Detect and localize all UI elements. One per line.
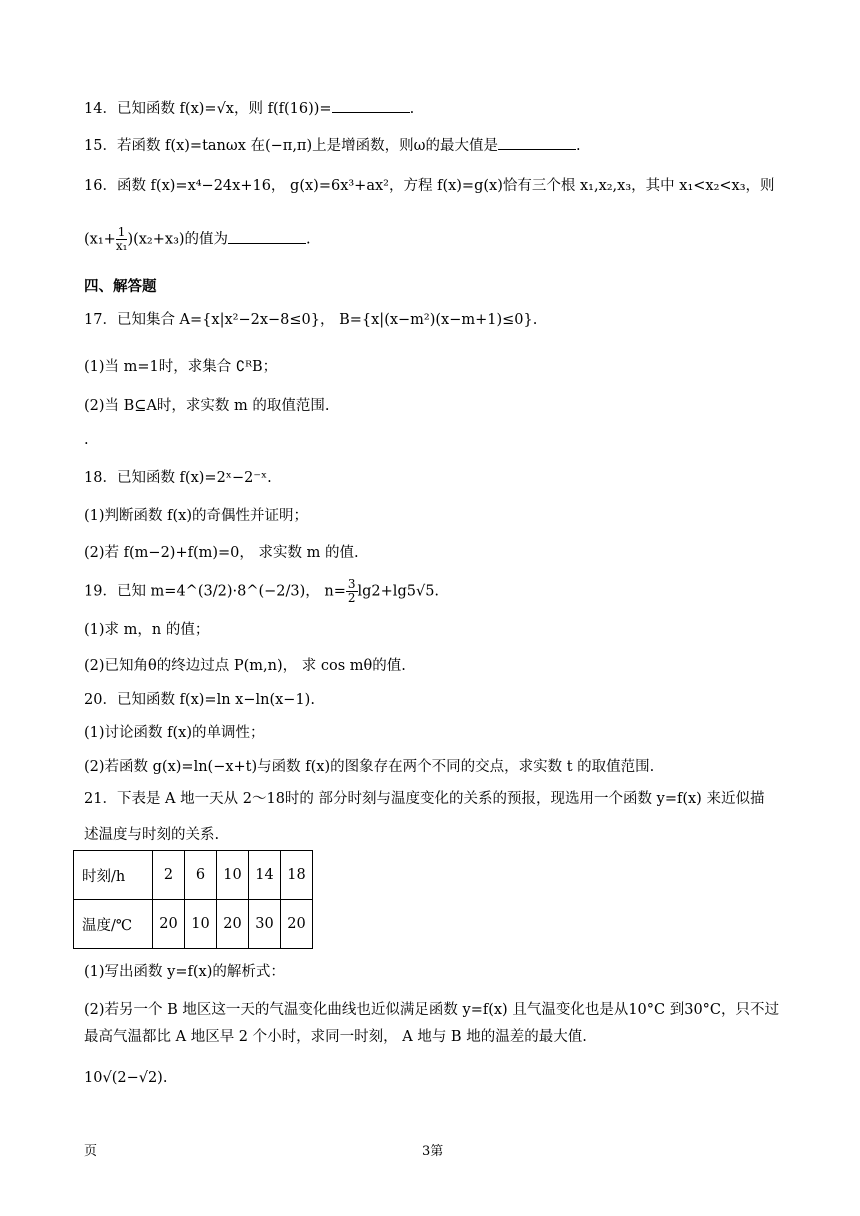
table-cell: 10 xyxy=(217,851,249,900)
question-19-part1: (1)求 m，n 的值； xyxy=(84,622,210,638)
q15-blank xyxy=(498,135,576,150)
question-18: 18．已知函数 f(x)=2ˣ−2⁻ˣ. xyxy=(84,470,272,486)
footer-page-number: 3第 xyxy=(422,1144,444,1159)
question-21-part2: (2)若另一个 B 地区这一天的气温变化曲线也近似满足函数 y=f(x) 且气温变化也是从10°C 到30°C，只不过 xyxy=(84,1002,780,1018)
question-21-part2-cont: 最高气温都比 A 地区早 2 个小时，求同一时刻， A 地与 B 地的温差的最大值. xyxy=(84,1029,587,1045)
footer-left: 页 xyxy=(84,1144,98,1159)
table-cell: 20 xyxy=(281,900,313,949)
question-18-part2: (2)若 f(m−2)+f(m)=0， 求实数 m 的值. xyxy=(84,545,359,561)
table-header-time: 时刻/h xyxy=(74,851,153,900)
table-cell: 18 xyxy=(281,851,313,900)
table-cell: 20 xyxy=(217,900,249,949)
table-cell: 10 xyxy=(185,900,217,949)
question-16-expression: (x₁+ $\frac{1}{\text{x₁}}$ )(x₂+x₃)的值为 . xyxy=(84,225,311,253)
table-header-temperature: 温度/℃ xyxy=(74,900,153,949)
question-15: 15．若函数 f(x)=tanωx 在(−π,π)上是增函数，则ω的最大值是 . xyxy=(84,135,581,156)
q14-blank xyxy=(332,98,410,113)
question-21-part1: (1)写出函数 y=f(x)的解析式： xyxy=(84,964,285,980)
question-20-part2: (2)若函数 g(x)=ln(−x+t)与函数 f(x)的图象存在两个不同的交点，求实数 t 的取值范围. xyxy=(84,759,655,775)
question-20: 20．已知函数 f(x)=ln x−ln(x−1). xyxy=(84,692,315,708)
section-heading: 四、解答题 xyxy=(84,278,157,295)
question-21-cont: 述温度与时刻的关系. xyxy=(84,827,220,843)
q14-text: 14．已知函数 f(x)=√x，则 f(f(16))= xyxy=(84,101,332,117)
question-17-part1: (1)当 m=1时，求集合 ∁ᴿB； xyxy=(84,359,278,375)
table-row xyxy=(74,900,313,949)
table-cell: 14 xyxy=(249,851,281,900)
question-17-part2: (2)当 B⊆A时，求实数 m 的取值范围. xyxy=(84,398,330,414)
table-cell: 20 xyxy=(153,900,185,949)
table-cell: 2 xyxy=(153,851,185,900)
temperature-table xyxy=(73,850,313,949)
table-cell: 30 xyxy=(249,900,281,949)
q16-fraction: $\frac{1}{\text{x₁}}$ xyxy=(115,225,128,253)
q19-fraction: $\frac{3}{2}$ xyxy=(347,577,356,605)
answer-expression: 10√(2−√2). xyxy=(84,1070,168,1086)
table-row xyxy=(74,851,313,900)
question-18-part1: (1)判断函数 f(x)的奇偶性并证明； xyxy=(84,508,309,524)
question-21: 21．下表是 A 地一天从 2～18时的 部分时刻与温度变化的关系的预报，现选用一个函数 y=f(x) 来近似描 xyxy=(84,791,765,807)
table-cell: 6 xyxy=(185,851,217,900)
question-19-part2: (2)已知角θ的终边过点 P(m,n)， 求 cos mθ的值. xyxy=(84,658,406,674)
q16-text: 16．函数 f(x)=x⁴−24x+16， g(x)=6x³+ax²，方程 f(x)=g(x)恰有三个根 x₁,x₂,x₃，其中 x₁<x₂<x₃，则 xyxy=(84,178,775,194)
stray-dot: . xyxy=(84,432,89,448)
question-17: 17．已知集合 A={x|x²−2x−8≤0}， B={x|(x−m²)(x−m+1)≤0}. xyxy=(84,312,538,328)
question-14: 14．已知函数 f(x)=√x，则 f(f(16))= . xyxy=(84,98,414,119)
q15-text: 15．若函数 f(x)=tanωx 在(−π,π)上是增函数，则ω的最大值是 xyxy=(84,138,498,154)
q16-blank xyxy=(228,229,306,244)
question-19: 19．已知 m=4^(3/2)·8^(−2/3)， n= $\frac{3}{2}$ lg2+lg5√5. xyxy=(84,577,440,605)
question-20-part1: (1)讨论函数 f(x)的单调性； xyxy=(84,725,265,741)
question-16 xyxy=(84,176,775,196)
